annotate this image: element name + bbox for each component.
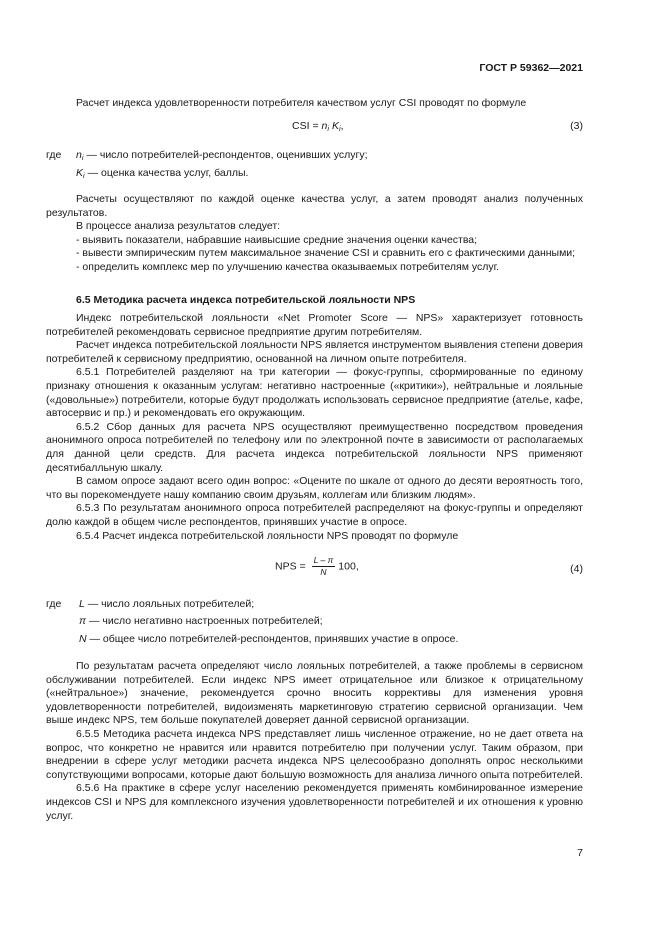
csi-intro-text: Расчет индекса удовлетворенности потребителя качеством услуг CSI проводят по формуле xyxy=(76,97,527,109)
list-item: - выявить показатели, набравшие наивысшие средние значения оценки качества; xyxy=(76,233,478,246)
section-6-5 xyxy=(46,294,583,308)
list-item: - определить комплекс мер по улучшению качества оказываемых потребителям услуг. xyxy=(76,260,500,273)
nps-formula-expression: NPS = $\frac{L - \pi}{N}$ 100, xyxy=(275,555,359,577)
paragraph: 6.5.2 Сбор данных для расчета NPS осуществляют преимущественно посредством проведения анонимного опроса потребителей по телефону или по электронной почте в зависимости от располагаемых для данной цели средств. Для расчета индекса потребительской лояльности NPS применяют десятибалльную шкалу. xyxy=(46,420,583,474)
csi-formula-expression: CSI = $n_i$ $K_i$, xyxy=(292,120,344,133)
paragraph: 6.5.4 Расчет индекса потребительской лояльности NPS проводят по формуле xyxy=(76,529,459,542)
paragraph: 6.5.6 На практике в сфере услуг населению рекомендуется применять комбинированное измерение индексов CSI и NPS для комплексного изучения удовлетворенности потребителей и их отношения к уровню услуг. xyxy=(46,782,583,822)
paragraph: Индекс потребительской лояльности «Net Promoter Score — NPS» характеризует готовность потребителей рекомендовать сервисное предприятие другим потребителям. xyxy=(46,312,583,338)
paragraph: В процессе анализа результатов следует: xyxy=(76,220,281,233)
csi-where-label: где xyxy=(46,149,62,161)
paragraph: По результатам расчета определяют число лояльных потребителей, а также проблемы в сервисном обслуживании потребителей. Если индекс NPS имеет отрицательное или близкое к отрицательному («нейтральное») значение, рекомендуется срочно вносить коррективы для изменения уровня удовлетворенности потребителей, видоизменять маркетинговую стратегию сервисной организации. Чем выше индекс NPS, тем больше покупателей доверяет данной сервисной организации. xyxy=(46,660,583,727)
csi-def-ni: $n_i$ — число потребителей-респондентов, оценивших услугу; xyxy=(76,149,368,162)
csi-def-ki: $K_i$ — оценка качества услуг, баллы. xyxy=(76,167,249,180)
standard-header: ГОСТ Р 59362—2021 xyxy=(479,62,583,74)
list-item: - вывести эмпирическим путем максимальное значение CSI и сравнить его с фактическими данными; xyxy=(76,247,576,260)
paragraph: Расчет индекса потребительской лояльности NPS является инструментом выявления степени доверия потребителей к сервисному предприятию, основанной на личном опыте потребителя. xyxy=(46,339,583,365)
paragraph: 6.5.5 Методика расчета индекса NPS представляет лишь численное отражение, но не дает ответа на вопрос, что конкретно не нравится или нравится потребителю при получении услуг. Таким образом, при внедрении в сфере услуг методики расчета индекса NPS целесообразно дополнять опрос несколькими сопутствующими вопросами, которые дают большую возможность для анализа личного опыта потребителей. xyxy=(46,727,583,781)
formula-number-3: (3) xyxy=(570,120,583,132)
formula-number-4: (4) xyxy=(570,563,583,575)
results-block xyxy=(46,660,583,823)
paragraph: 6.5.3 По результатам анонимного опроса потребителей распределяют на фокус-группы и определяют долю каждой в общем числе респондентов, принявших участие в опросе. xyxy=(46,502,583,528)
analysis-block xyxy=(46,193,583,275)
nps-fraction: $\frac{L - \pi}{N}$ xyxy=(313,555,334,577)
paragraph: Расчеты осуществляют по каждой оценке качества услуг, а затем проводят анализ полученных результатов. xyxy=(46,193,583,219)
nps-def-pi: π — число негативно настроенных потребителей; xyxy=(79,615,323,627)
paragraph: 6.5.1 Потребителей разделяют на три категории — фокус-группы, сформированные по единому признаку отношения к оказанным услугам: негативно настроенные («критики»), нейтральные и лояльные («довольные») потребители, которые будут продолжать использовать сервисное предприятие (ателье, кафе, автосервис и пр.) и рекомендовать его окружающим. xyxy=(46,366,583,420)
nps-method-block xyxy=(46,312,583,543)
csi-intro-block xyxy=(46,97,583,111)
page-number: 7 xyxy=(577,847,583,859)
paragraph: В самом опросе задают всего один вопрос: «Оцените по шкале от одного до десяти вероятность того, что вы порекомендуете нашу компанию своим друзьям, коллегам или близким людям». xyxy=(46,475,583,501)
nps-def-n: N — общее число потребителей-респондентов, принявших участие в опросе. xyxy=(79,633,459,645)
nps-def-l: L — число лояльных потребителей; xyxy=(79,598,255,610)
section-title: 6.5 Методика расчета индекса потребительской лояльности NPS xyxy=(76,294,416,306)
nps-where-label: где xyxy=(46,598,62,610)
